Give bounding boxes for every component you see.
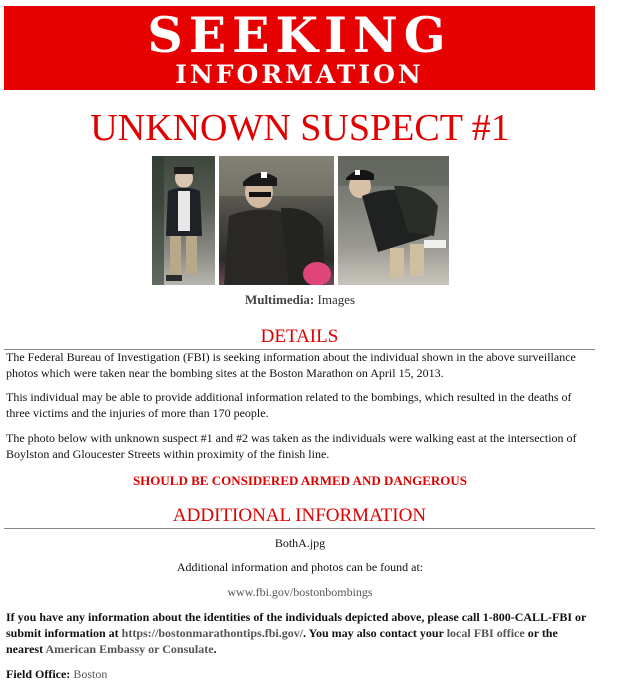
- multimedia-value: Images: [317, 292, 356, 307]
- page-title: UNKNOWN SUSPECT #1: [90, 107, 510, 149]
- suspect-photo-1[interactable]: [152, 156, 215, 285]
- field-office-label: Field Office:: [6, 667, 71, 681]
- multimedia-caption: [0, 292, 600, 308]
- field-office-value[interactable]: Boston: [73, 667, 108, 681]
- suspect-photo-2[interactable]: [219, 156, 334, 285]
- multimedia-label: Multimedia:: [244, 292, 315, 307]
- local-office-link[interactable]: local FBI office: [446, 626, 525, 640]
- details-paragraph-2: This individual may be able to provide additional information related to the bombings, which resulted in the deaths of three victims and the injuries of more than 170 people.: [6, 390, 572, 420]
- banner-headline: SEEKING: [147, 6, 452, 64]
- contact-text-2: . You may also contact your: [303, 626, 447, 640]
- details-heading: DETAILS: [4, 326, 595, 350]
- embassy-link[interactable]: American Embassy or Consulate: [45, 642, 214, 656]
- details-paragraph-3: The photo below with unknown suspect #1 and #2 was taken as the individuals were walking east at the intersection of Boylston and Gloucester Streets within proximity of the finish line.: [6, 431, 577, 461]
- armed-and-dangerous-warning: SHOULD BE CONSIDERED ARMED AND DANGEROUS: [132, 473, 468, 488]
- tips-link[interactable]: https://bostonmarathontips.fbi.gov/: [121, 626, 304, 640]
- contact-text-4: .: [213, 642, 217, 656]
- contact-paragraph: [6, 609, 596, 657]
- seeking-information-banner: [4, 6, 595, 90]
- details-paragraph-1: The Federal Bureau of Investigation (FBI) is seeking information about the individual shown in the above surveillance photos which were taken near the bombing sites at the Boston Marathon on April 15, 2013.: [6, 350, 576, 380]
- contact-text-3: or the nearest: [6, 626, 558, 656]
- additional-information-heading: ADDITIONAL INFORMATION: [4, 505, 595, 529]
- contact-text-1: If you have any information about the identities of the individuals depicted above, please call 1-800-CALL-FBI or submit information at: [6, 610, 587, 640]
- additional-info-text: Additional information and photos can be found at:: [176, 560, 424, 574]
- surveillance-photos: [0, 156, 600, 285]
- banner-subheadline: INFORMATION: [175, 60, 424, 89]
- image-filename: BothA.jpg: [274, 536, 326, 550]
- suspect-photo-3[interactable]: [338, 156, 449, 285]
- fbi-bombings-link[interactable]: www.fbi.gov/bostonbombings: [227, 585, 373, 599]
- field-office: [6, 667, 107, 682]
